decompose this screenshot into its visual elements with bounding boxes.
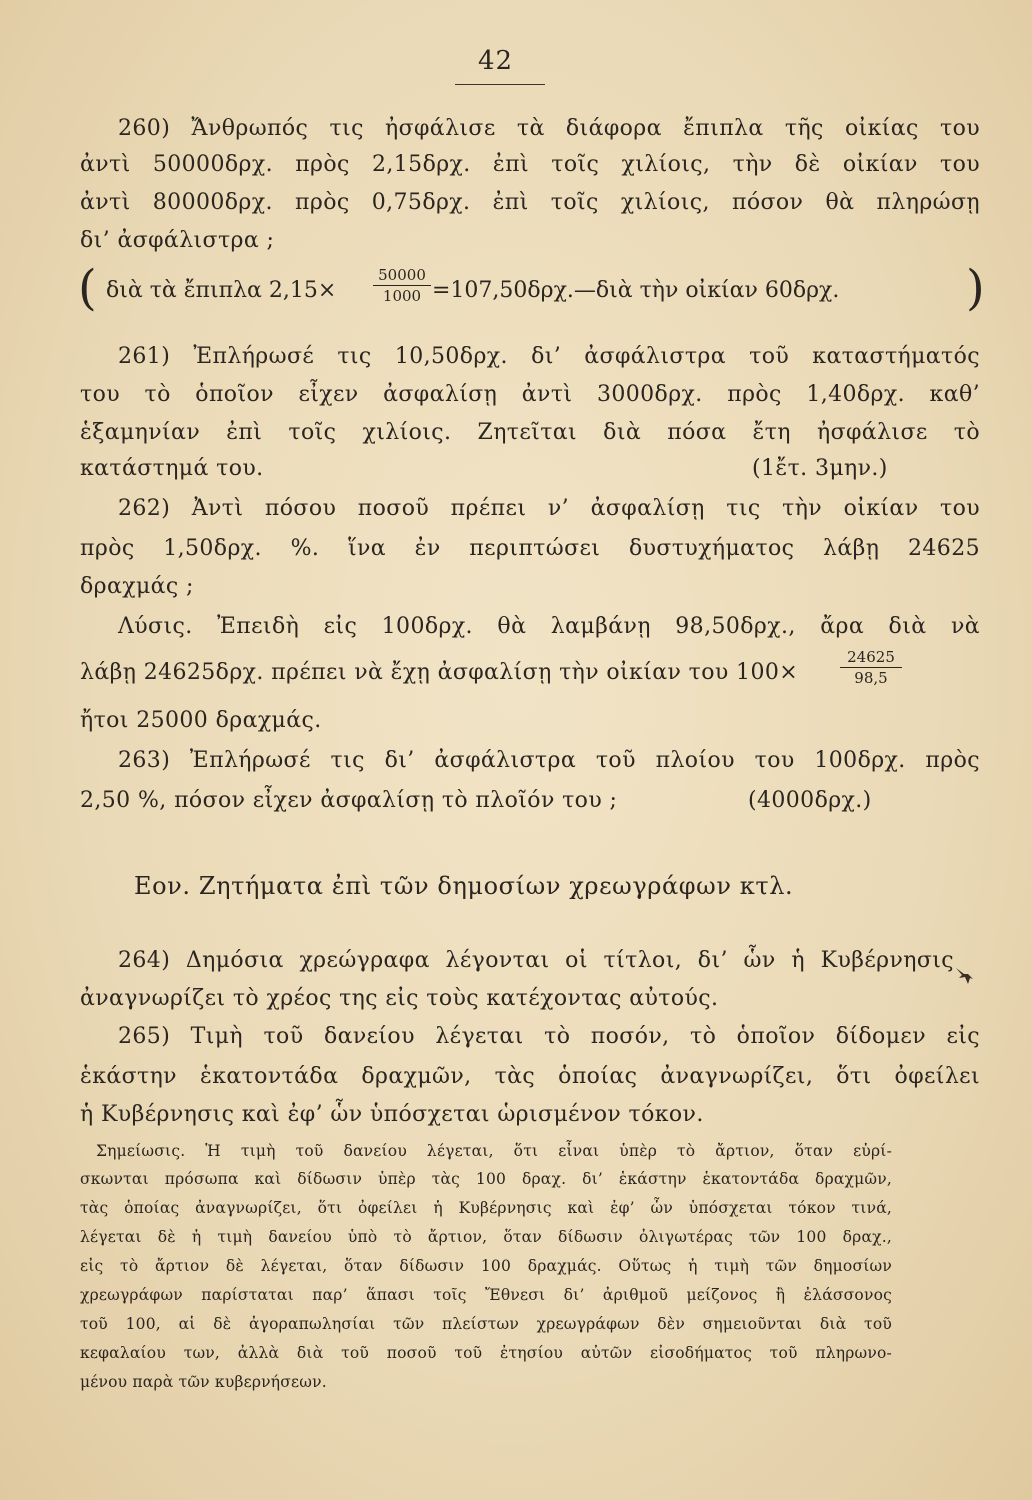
problem-263-line-1: 263) Ἐπλήρωσέ τις δι’ ἀσφάλιστρα τοῦ πλοίου του 100δρχ. πρὸς	[118, 748, 980, 773]
formula-fraction	[373, 266, 431, 305]
ink-blot-mark	[953, 966, 975, 986]
problem-260-line-4: δι’ ἀσφάλιστρα ;	[80, 228, 275, 253]
page-number-rule	[455, 84, 545, 85]
problem-261-line-1: 261) Ἐπλήρωσέ τις 10,50δρχ. δι’ ἀσφάλιστρα τοῦ καταστήματός	[118, 344, 980, 369]
problem-260-line-1: 260) Ἄνθρωπός τις ἠσφάλισε τὰ διάφορα ἔπιπλα τῆς οἰκίας του	[118, 116, 980, 141]
problem-264-line-1: 264) Δημόσια χρεώγραφα λέγονται οἱ τίτλοι, δι’ ὧν ἡ Κυβέρνησις	[118, 948, 954, 973]
problem-265-line-1: 265) Τιμὴ τοῦ δανείου λέγεται τὸ ποσόν, τὸ ὁποῖον δίδομεν εἰς	[118, 1024, 980, 1049]
note-line-8: κεφαλαίου των, ἀλλὰ διὰ τοῦ ποσοῦ τοῦ ἐτησίου αὐτῶν εἰσοδήματος τοῦ πληρωνο-	[80, 1344, 892, 1362]
fraction-bar	[373, 285, 431, 286]
problem-261-line-2: του τὸ ὁποῖον εἶχεν ἀσφαλίσῃ ἀντὶ 3000δρχ. πρὸς 1,40δρχ. καθ’	[80, 382, 980, 407]
note-line-2: σκωνται πρόσωπα καὶ δίδωσιν ὑπὲρ τὰς 100 δραχ. δι’ ἑκάστην ἑκατοντάδα δραχμῶν,	[80, 1170, 892, 1188]
fraction-bar	[840, 667, 902, 668]
page-number: 42	[478, 46, 514, 76]
problem-262-solution-line-2: λάβῃ 24625δρχ. πρέπει νὰ ἔχῃ ἀσφαλίσῃ τὴν οἰκίαν του 100×	[80, 660, 799, 685]
problem-261-answer: (1ἔτ. 3μην.)	[752, 456, 888, 481]
formula-right-text: =107,50δρχ.—διὰ τὴν οἰκίαν 60δρχ.	[432, 278, 840, 303]
close-parenthesis: )	[966, 260, 985, 316]
problem-262-line-3: δραχμάς ;	[80, 574, 194, 599]
note-line-9: μένου παρὰ τῶν κυβερνήσεων.	[80, 1373, 327, 1391]
problem-264-line-2: ἀναγνωρίζει τὸ χρέος της εἰς τοὺς κατέχοντας αὐτούς.	[80, 986, 719, 1011]
note-line-3: τὰς ὁποίας ἀναγνωρίζει, ὅτι ὀφείλει ἡ Κυβέρνησις καὶ ἐφ’ ὧν ὑπόσχεται τόκον τινά,	[80, 1199, 892, 1217]
fraction-denominator: 1000	[382, 287, 422, 305]
problem-260-line-3: ἀντὶ 80000δρχ. πρὸς 0,75δρχ. ἐπὶ τοῖς χιλίοις, πόσον θὰ πληρώσῃ	[80, 190, 980, 215]
problem-260-line-2: ἀντὶ 50000δρχ. πρὸς 2,15δρχ. ἐπὶ τοῖς χιλίοις, τὴν δὲ οἰκίαν του	[80, 152, 980, 177]
problem-262-solution-line-1: Λύσις. Ἐπειδὴ εἰς 100δρχ. θὰ λαμβάνῃ 98,50δρχ., ἄρα διὰ νὰ	[118, 614, 980, 639]
fraction-denominator: 98,5	[854, 669, 888, 687]
fraction-numerator: 50000	[378, 266, 426, 284]
fraction-numerator: 24625	[847, 648, 895, 666]
problem-261-line-4: κατάστημά του.	[80, 456, 264, 481]
problem-262-fraction	[840, 648, 902, 687]
problem-265-line-2: ἑκάστην ἑκατοντάδα δραχμῶν, τὰς ὁποίας ἀναγνωρίζει, ὅτι ὀφείλει	[80, 1064, 980, 1089]
formula-left-text: διὰ τὰ ἔπιπλα 2,15×	[106, 278, 337, 303]
note-line-7: τοῦ 100, αἱ δὲ ἀγοραπωλησίαι τῶν πλείστων χρεωγράφων δὲν σημειοῦνται διὰ τοῦ	[80, 1315, 892, 1333]
problem-262-solution-line-3: ἤτοι 25000 δραχμάς.	[80, 708, 322, 733]
note-line-4: λέγεται δὲ ἡ τιμὴ δανείου ὑπὸ τὸ ἄρτιον, ὅταν δίδωσιν ὀλιγωτέρας τῶν 100 δραχ.,	[80, 1228, 892, 1246]
note-line-5: εἰς τὸ ἄρτιον δὲ λέγεται, ὅταν δίδωσιν 100 δραχμάς. Οὕτως ἡ τιμὴ τῶν δημοσίων	[80, 1257, 892, 1275]
problem-263-line-2: 2,50 %, πόσον εἶχεν ἀσφαλίσῃ τὸ πλοῖόν του ;	[80, 788, 618, 813]
note-line-6: χρεωγράφων παρίσταται παρ’ ἅπασι τοῖς Ἔθνεσι δι’ ἀριθμοῦ μείζονος ἢ ἐλάσσονος	[80, 1286, 892, 1304]
problem-263-answer: (4000δρχ.)	[748, 788, 872, 813]
note-line-1: Σημείωσις. Ἡ τιμὴ τοῦ δανείου λέγεται, ὅτι εἶναι ὑπὲρ τὸ ἄρτιον, ὅταν εὑρί-	[96, 1142, 892, 1160]
problem-262-line-1: 262) Ἀντὶ πόσου ποσοῦ πρέπει ν’ ἀσφαλίσῃ τις τὴν οἰκίαν του	[118, 496, 980, 521]
section-heading: Εον. Ζητήματα ἐπὶ τῶν δημοσίων χρεωγράφων κτλ.	[134, 872, 794, 900]
open-parenthesis: (	[78, 260, 97, 316]
problem-261-line-3: ἑξαμηνίαν ἐπὶ τοῖς χιλίοις. Ζητεῖται διὰ πόσα ἔτη ἠσφάλισε τὸ	[80, 420, 980, 445]
problem-260-formula	[78, 260, 985, 326]
problem-265-line-3: ἡ Κυβέρνησις καὶ ἐφ’ ὧν ὑπόσχεται ὡρισμένον τόκον.	[80, 1102, 704, 1127]
problem-262-line-2: πρὸς 1,50δρχ. %. ἵνα ἐν περιπτώσει δυστυχήματος λάβῃ 24625	[80, 536, 980, 561]
